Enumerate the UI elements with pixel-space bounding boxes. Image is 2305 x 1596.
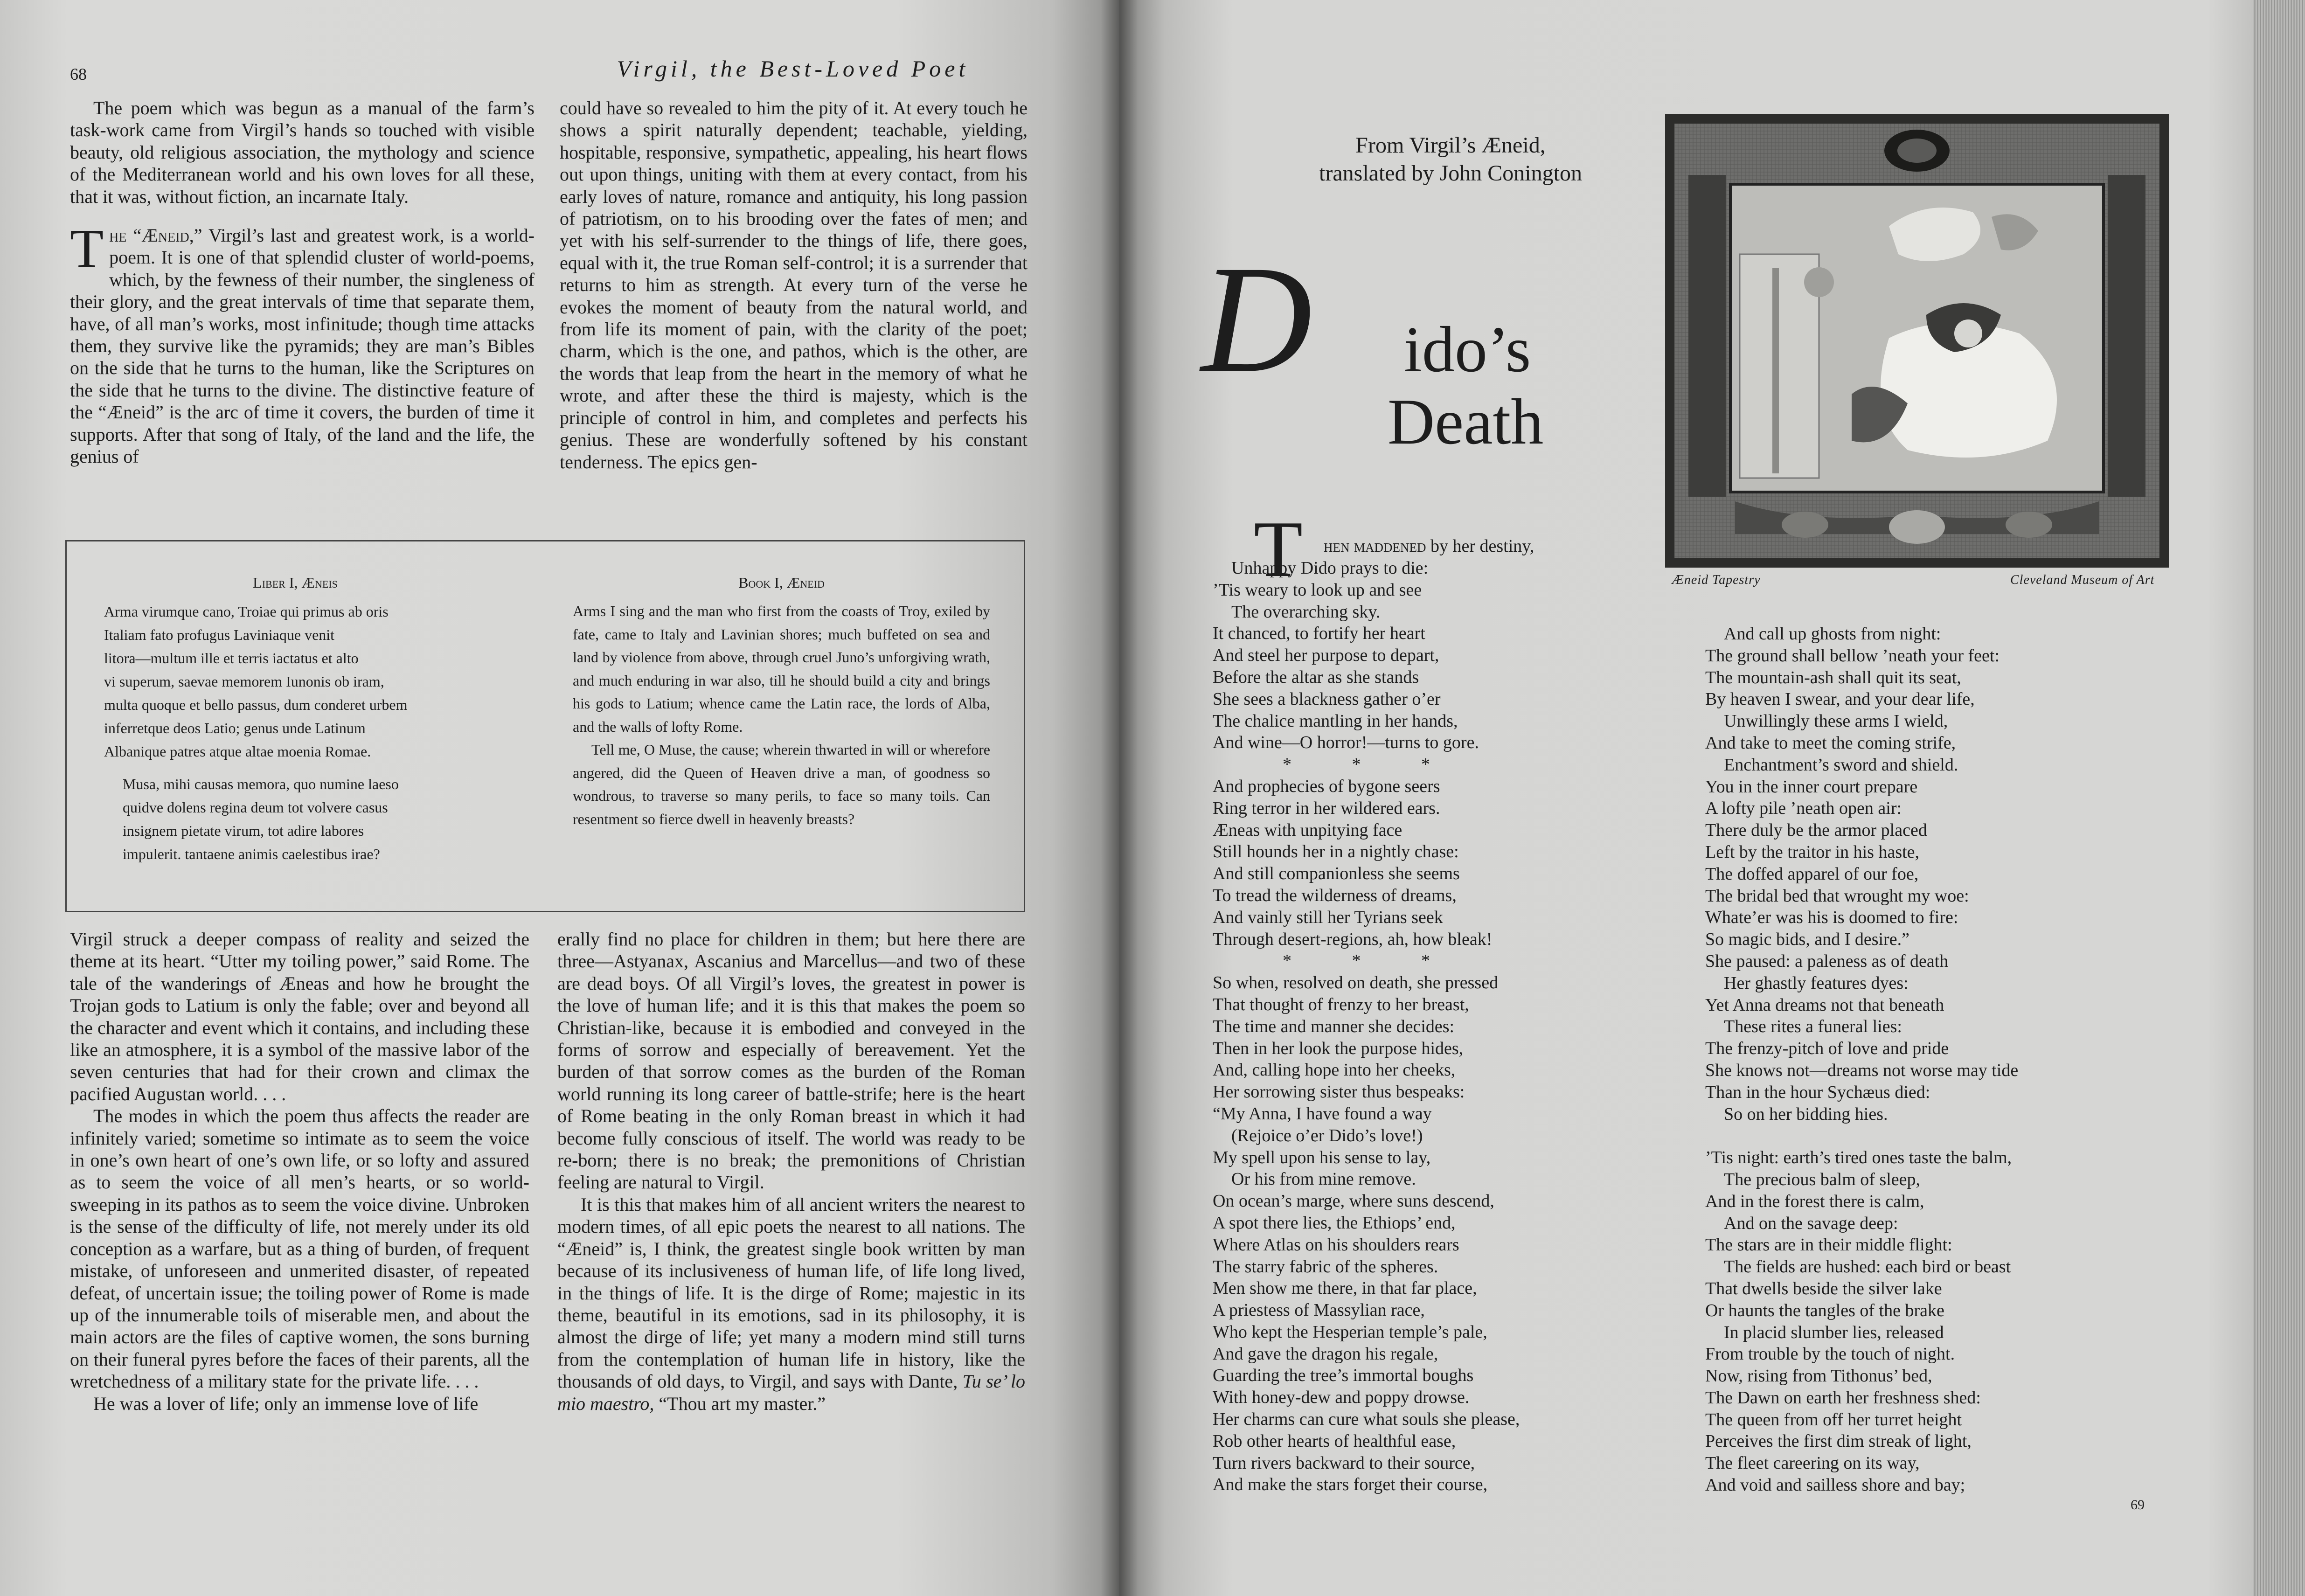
verse-line: quidve dolens regina deum tot volvere casus (123, 799, 388, 816)
paragraph-aeneid (70, 218, 535, 467)
right-column-bottom (557, 928, 1025, 1415)
verse-line: So on her bidding hies. (1724, 1104, 1888, 1124)
stanza-break (1705, 1125, 2172, 1147)
smallcaps-lead: hen maddened (1324, 536, 1426, 556)
book-gutter (1101, 0, 1138, 1596)
verse-line: Now, rising from Tithonus’ bed, (1705, 1366, 1932, 1386)
verse-line: The stars are in their middle flight: (1705, 1235, 1952, 1255)
verse-line: Or haunts the tangles of the brake (1705, 1300, 1944, 1320)
verse-line: Where Atlas on his shoulders rears (1213, 1235, 1459, 1255)
latin-column (104, 574, 486, 866)
verse-line: The doffed apparel of our foe, (1705, 864, 1919, 884)
verse-line: To tread the wilderness of dreams, (1213, 885, 1457, 905)
paragraph-modern (557, 1194, 1025, 1415)
verse-line: Unhappy Dido prays to die: (1231, 558, 1429, 578)
poem-drop-cap: T (1254, 505, 1303, 594)
left-column-top (70, 97, 535, 468)
caption-right: Cleveland Museum of Art (2010, 573, 2155, 587)
verse-text: by her destiny, (1430, 536, 1534, 556)
verse-line: Perceives the first dim streak of light, (1705, 1431, 1972, 1451)
verse-line: Enchantment’s sword and shield. (1724, 755, 1958, 775)
title-word-1: ido’s (1404, 313, 1531, 386)
verse-line: Her charms can cure what souls she please, (1213, 1409, 1520, 1429)
verse-line: From trouble by the touch of night. (1705, 1344, 1955, 1364)
verse-line: And call up ghosts from night: (1724, 624, 1941, 644)
verse-line: ’Tis night: earth’s tired ones taste the balm, (1705, 1148, 2012, 1168)
tapestry-image (1665, 114, 2169, 568)
verse-line: And gave the dragon his regale, (1213, 1344, 1438, 1364)
dante-quote: Tu se’ lo mio maestro, (557, 1371, 1025, 1414)
verse-line: Italiam fato profugus Laviniaque venit (104, 626, 335, 643)
verse-line: Ring terror in her wildered ears. (1213, 798, 1440, 818)
verse-line: The precious balm of sleep, (1724, 1169, 1921, 1189)
verse-line: Whate’er was his is doomed to fire: (1705, 908, 1958, 928)
verse-line: It chanced, to fortify her heart (1213, 624, 1425, 644)
verse-line: And wine—O horror!—turns to gore. (1213, 733, 1479, 753)
verse-line: impulerit. tantaene animis caelestibus irae? (123, 846, 380, 862)
verse-line: The ground shall bellow ’neath your feet: (1705, 645, 2000, 666)
verse-line: Left by the traitor in his haste, (1705, 842, 1920, 862)
paragraph-text: “Thou art my master.” (659, 1393, 826, 1414)
page-number-right: 69 (2131, 1497, 2145, 1513)
verse-line: On ocean’s marge, where suns descend, (1213, 1191, 1494, 1211)
verse-line: The fleet careering on its way, (1705, 1453, 1920, 1473)
paragraph-children: erally find no place for children in them; but here there are three—Astyanax, Ascanius and Marcellus—and two of these are dead boys. Of all Virgil’s loves, the greatest in power is the love of human life; and it is this that makes the poem so Christian-like, because it is embodied and conveyed in the forms of sorrow and especially of bereavement. Yet the burden of that sorrow comes as the burden of the Roman world running its long career of battle-strife; here is the heart of Rome beating in the only Roman breast in which it had become fully conscious of itself. The world was ready to be re-born; there is no break; the premonitions of Christian feeling are natural to Virgil. (557, 929, 1025, 1193)
verse-line: insignem pietate virum, tot adire labores (123, 822, 364, 839)
verse-line: Turn rivers backward to their source, (1213, 1453, 1475, 1473)
verse-line: She knows not—dreams not worse may tide (1705, 1060, 2019, 1080)
paragraph-text: It is this that makes him of all ancient writers the nearest to modern times, of all epic poets the nearest to all nations. The “Æneid” is, I think, the greatest single book written by man because of its inclusiveness of human life, of life long lived, in the things of life. It is the dirge of Rome; majestic in its theme, beautiful in its emotions, sad in its philosophy, it is almost the dirge of life; yet many a modern mind still turns from the contemplation of human life in history, like the thousands of old days, to Virgil, and says with Dante, (557, 1194, 1025, 1392)
verse-line: litora—multum ille et terris iactatus et alto (104, 650, 359, 666)
title-word-2: Death (1388, 386, 1544, 458)
verse-line: The fields are hushed: each bird or beast (1724, 1257, 2011, 1277)
verse-line: “My Anna, I have found a way (1213, 1103, 1432, 1124)
verse-line: Unwillingly these arms I wield, (1724, 711, 1948, 731)
verse-line: A spot there lies, the Ethiops’ end, (1213, 1213, 1456, 1233)
verse-line: And make the stars forget their course, (1213, 1475, 1488, 1495)
smallcaps-lead: he “Æneid,” (109, 225, 202, 246)
verse-line: You in the inner court prepare (1705, 777, 1918, 797)
verse-line: The starry fabric of the spheres. (1213, 1256, 1438, 1277)
verse-line: Rob other hearts of healthful ease, (1213, 1431, 1456, 1451)
verse-line: A priestess of Massylian race, (1213, 1300, 1425, 1320)
verse-line: There duly be the armor placed (1705, 820, 1927, 840)
verse-line: By heaven I swear, and your dear life, (1705, 689, 1975, 709)
verse-line: And on the savage deep: (1724, 1213, 1898, 1233)
translation-box (65, 540, 1025, 912)
page-number-left: 68 (70, 65, 87, 83)
paragraph-modes: The modes in which the poem thus affects the reader are infinitely varied; sometime so intimate as to seem the voice in one’s own heart of one’s own life, or so lofty and assured as to seem the voice of all men’s hearts, or so world-sweeping in its pathos as to seem the voice divine. Unbroken is the sense of the difficulty of life, not merely under its old conception as a warfare, but as a thing of burden, of frequent mistake, of unforeseen and unmerited disaster, of repeated defeat, of uncertain issue; the toiling power of Rome is made up of the innumerable toils of miserable men, and about the main actors are the files of captive women, the sons burning on their funeral pyres before the faces of their parents, all the wretchedness of a military state for the private life. . . . (70, 1105, 529, 1392)
verse-line: My spell upon his sense to lay, (1213, 1147, 1431, 1167)
verse-line: vi superum, saevae memorem Iunonis ob iram, (104, 673, 384, 690)
paragraph-lover: He was a lover of life; only an immense love of life (93, 1393, 479, 1414)
paragraph-intro: The poem which was begun as a manual of the farm’s task-work came from Virgil’s hands so touched with visible beauty, old religious association, the mythology and science of the Mediterranean world and his own loves for all these, that it was, without fiction, an incarnate Italy. (70, 97, 535, 207)
left-column-bottom (70, 928, 529, 1415)
english-heading: Book I, Æneid (738, 574, 825, 591)
verse-line: multa quoque et bello passus, dum conderet urbem (104, 696, 408, 713)
verse-line: Through desert-regions, ah, how bleak! (1213, 929, 1493, 949)
verse-line: ’Tis weary to look up and see (1213, 580, 1422, 600)
verse-line: (Rejoice o’er Dido’s love!) (1231, 1125, 1423, 1145)
verse-line: In placid slumber lies, released (1724, 1322, 1944, 1342)
verse-line: And void and sailless shore and bay; (1705, 1475, 1965, 1495)
verse-line: With honey-dew and poppy drowse. (1213, 1388, 1470, 1408)
poem-column-2 (1705, 623, 2172, 1496)
verse-line: So when, resolved on death, she pressed (1213, 973, 1499, 993)
latin-lines (104, 600, 486, 763)
verse-line: Or his from mine remove. (1231, 1169, 1416, 1189)
verse-line: The bridal bed that wrought my woe: (1705, 886, 1969, 906)
paragraph-compass: Virgil struck a deeper compass of reality and seized the theme at its heart. “Utter my toiling power,” said Rome. The tale of the wanderings of Æneas and how he brought the Trojan gods to Latium is only the fable; over and beyond all the character and event which it contains, and including these like an atmosphere, it is a symbol of the massive labor of the seven centuries that had for their crown and climax the pacified Augustan world. . . . (70, 929, 529, 1104)
verse-line: Still hounds her in a nightly chase: (1213, 842, 1459, 862)
verse-line: The queen from off her turret height (1705, 1409, 1962, 1429)
verse-line: The overarching sky. (1231, 602, 1381, 622)
verse-line: Albanique patres atque altae moenia Romae. (104, 743, 371, 760)
verse-line: And steel her purpose to depart, (1213, 645, 1439, 666)
translation-credit (1259, 132, 1642, 187)
verse-line: A lofty pile ’neath open air: (1705, 798, 1902, 819)
verse-line: And in the forest there is calm, (1705, 1191, 1924, 1211)
running-head: Virgil, the Best-Loved Poet (617, 56, 969, 82)
verse-line: Musa, mihi causas memora, quo numine laeso (123, 776, 399, 792)
right-column-top (560, 97, 1028, 473)
verse-line: So magic bids, and I desire.” (1705, 930, 1909, 950)
verse-line: Men show me there, in that far place, (1213, 1278, 1477, 1298)
english-column (573, 574, 990, 831)
verse-line: And still companionless she seems (1213, 864, 1460, 884)
verse-line: Then in her look the purpose hides, (1213, 1038, 1464, 1058)
verse-line: These rites a funeral lies: (1724, 1017, 1902, 1037)
verse-line: inferretque deos Latio; genus unde Latinum (104, 720, 366, 736)
poem-column-1 (1213, 557, 1632, 1496)
section-break: * * * (1283, 755, 1458, 775)
verse-line: Guarding the tree’s immortal boughs (1213, 1366, 1474, 1386)
verse-line: Her ghastly features dyes: (1724, 973, 1909, 993)
verse-line: Yet Anna dreams not that beneath (1705, 995, 1944, 1015)
paragraph-spirit: could have so revealed to him the pity of it. At every touch he shows a spirit naturally dependent; teachable, yielding, hospitable, responsive, sympathetic, appealing, his heart flows out upon things, uniting with them at every contact, from his early loves of nature, romance and antiquity, his long passion of patriotism, on to his brooding over the fates of men; and yet with his self-surrender to the things of life, there goes, equal with it, the true Roman self-control; it is a surrender that returns to him as strength. At every turn of the verse he evokes the moment of beauty from the natural world, and from life its moment of pain, with the clarity of the poet; charm, which is the one, and pathos, which is the other, are the words that leap from the heart in the memory of what he wrote, and after these the third is majesty, which is the principle of control in him, and completes and perfects his genius. These are wonderfully softened by his constant tenderness. The epics gen- (560, 97, 1028, 472)
verse-line: The frenzy-pitch of love and pride (1705, 1039, 1949, 1059)
section-break: * * * (1283, 951, 1458, 971)
verse-line: The Dawn on earth her freshness shed: (1705, 1388, 1981, 1408)
poem-first-line (1324, 535, 1534, 557)
title-initial: D (1201, 234, 1312, 404)
verse-line: And prophecies of bygone seers (1213, 776, 1440, 796)
paragraph-text: Virgil’s last and greatest work, is a world-poem. It is one of that splendid cluster of world-poems, which, by the fewness of their number, the singleness of their glory, and the great intervals of time that separate them, have, of all man’s works, most infinitude; though time attacks them, they survive like the pyramids; they are man’s Bibles on the side that he turns to the human, like the Scriptures on the side that he turns to the divine. The distinctive feature of the “Æneid” is the arc of time it covers, the burden of time it supports. After that song of Italy, of the land and the life, the genius of (70, 225, 535, 467)
caption-left: Æneid Tapestry (1672, 573, 1761, 587)
verse-line: She paused: a paleness as of death (1705, 951, 1949, 971)
verse-line: The chalice mantling in her hands, (1213, 711, 1458, 731)
verse-line: Her sorrowing sister thus bespeaks: (1213, 1082, 1465, 1102)
verse-line: Before the altar as she stands (1213, 667, 1419, 687)
verse-line: That thought of frenzy to her breast, (1213, 994, 1469, 1014)
credit-line: From Virgil’s Æneid, (1355, 133, 1546, 158)
latin-heading: Liber I, Æneis (253, 574, 338, 591)
verse-line: And vainly still her Tyrians seek (1213, 907, 1443, 927)
verse-line: The mountain-ash shall quit its seat, (1705, 667, 1961, 687)
verse-line: Than in the hour Sychæus died: (1705, 1082, 1930, 1102)
verse-line: And, calling hope into her cheeks, (1213, 1060, 1456, 1080)
latin-lines-second (104, 772, 486, 866)
verse-line: And take to meet the coming strife, (1705, 733, 1956, 753)
verse-line: Arma virumque cano, Troiae qui primus ab oris (104, 603, 389, 620)
verse-line: The time and manner she decides: (1213, 1016, 1455, 1036)
verse-line: Who kept the Hesperian temple’s pale, (1213, 1322, 1487, 1342)
translation-paragraph: Tell me, O Muse, the cause; wherein thwarted in will or wherefore angered, did the Queen of Heaven drive a man, of goodness so wondrous, to traverse so many perils, to face so many toils. Can resentment so fierce dwell in heavenly breasts? (573, 741, 990, 827)
verse-line: She sees a blackness gather o’er (1213, 689, 1441, 709)
translation-paragraph: Arms I sing and the man who first from the coasts of Troy, exiled by fate, came to Italy and Lavinian shores; much buffeted on sea and land by violence from above, through cruel Juno’s unforgiving wrath, and much enduring in war also, till he should build a city and brings his gods to Latium; whence came the Latin race, the lords of Alba, and the walls of lofty Rome. (573, 603, 990, 735)
credit-line: translated by John Conington (1319, 161, 1582, 186)
verse-line: That dwells beside the silver lake (1705, 1278, 1942, 1298)
page-edge-stack (2253, 0, 2305, 1596)
verse-line: Æneas with unpitying face (1213, 820, 1402, 840)
drop-cap: T (70, 218, 104, 279)
